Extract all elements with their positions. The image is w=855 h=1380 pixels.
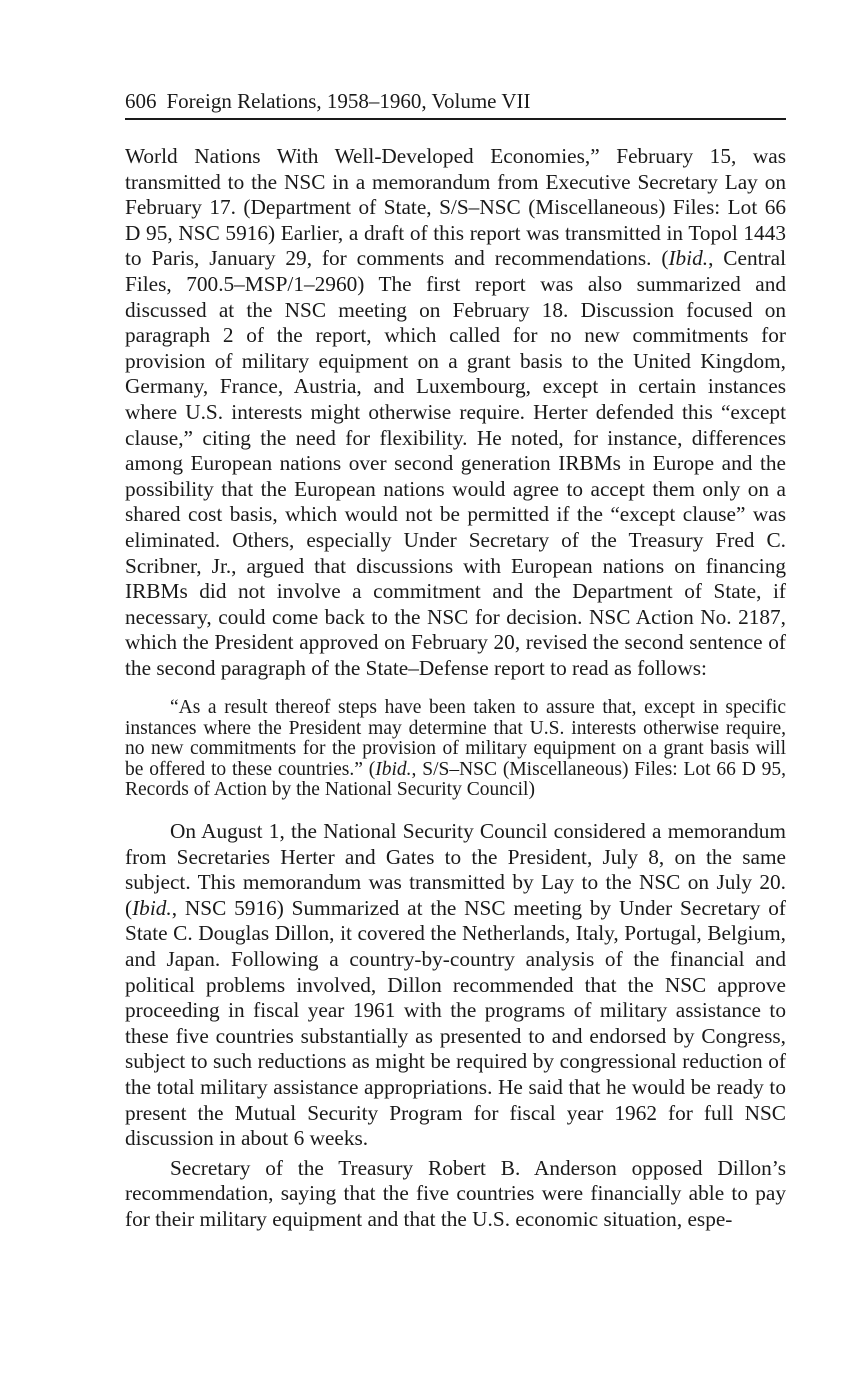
text-run: World Nations With Well-Developed Economies,” February 15, was transmitted to the NSC in a memorandum from Executive Secretary Lay on February 17. (Department of State, S/S–NSC (Miscellaneous) Files: Lot 66 D 95, NSC 5916) Earlier, a draft of this report was transmitted in Topol 1443 to Paris, January 29, for comments and recommendations. ( — [125, 144, 786, 271]
text-run: , S/S–NSC (Miscellaneous) Files: Lot 66 D 95, Records of Action by the National Security Council) — [125, 758, 786, 801]
paragraph-anderson: Secretary of the Treasury Robert B. Anderson opposed Dillon’s recommendation, saying that the five countries were financially able to pay for their military equipment and that the U.S. economic situation, espe- — [125, 1155, 786, 1231]
italic-citation: Ibid. — [668, 246, 709, 271]
text-run: , Central Files, 700.5–MSP/1–2960) The first report was also summarized and discussed at the NSC meeting on February 18. Discussion focused on paragraph 2 of the report, which called for no new commitments for provision of military equipment on a grant basis to the United Kingdom, Germany, France, Austria, and Luxembourg, except in certain instances where U.S. interests might otherwise require. Herter defended this “except clause,” citing the need for flexibility. He noted, for instance, differences among European nations over second generation IRBMs in Europe and the possibility that the European nations would agree to accept them only on a shared cost basis, which would not be permitted if the “except clause” was eliminated. Others, especially Under Secretary of the Treasury Fred C. Scribner, Jr., argued that discussions with European nations on financing IRBMs did not involve a commitment and the Department of State, if necessary, could come back to the NSC for decision. NSC Action No. 2187, which the President approved on February 20, revised the second sentence of the second paragraph of the State–Defense report to read as follows: — [125, 246, 786, 680]
text-run: , NSC 5916) Summarized at the NSC meeting by Under Secretary of State C. Douglas Dillon, it covered the Netherlands, Italy, Portugal, Belgium, and Japan. Following a country-by-country analysis of the financial and political problems involved, Dillon recommended that the NSC approve proceeding in fiscal year 1961 with the programs of military assistance to these five countries substantially as presented to and endorsed by Congress, subject to such reductions as might be required by congressional reduction of the total military assistance appropriations. He said that he would be ready to present the Mutual Security Program for fiscal year 1962 for full NSC discussion in about 6 weeks. — [125, 895, 786, 1151]
running-head — [125, 88, 786, 120]
paragraph-august-meeting — [125, 819, 786, 1152]
paragraph-nsc-report — [125, 144, 786, 681]
page-number: 606 — [125, 89, 157, 113]
document-page — [125, 88, 786, 1232]
body-text — [125, 144, 786, 1232]
italic-citation: Ibid. — [132, 895, 172, 920]
block-quote — [125, 698, 786, 801]
text-run: On August 1, the National Security Council considered a memorandum from Secretaries Herter and Gates to the President, July 8, on the same subject. This memorandum was transmitted by Lay to the NSC on July 20. ( — [125, 818, 786, 920]
text-run: “As a result thereof steps have been taken to assure that, except in specific instances where the President may determine that U.S. interests otherwise require, no new commitments for the provision of military equipment on a grant basis will be offered to these countries.” ( — [125, 697, 786, 780]
volume-title: Foreign Relations, 1958–1960, Volume VII — [166, 89, 531, 113]
italic-citation: Ibid. — [375, 758, 412, 780]
